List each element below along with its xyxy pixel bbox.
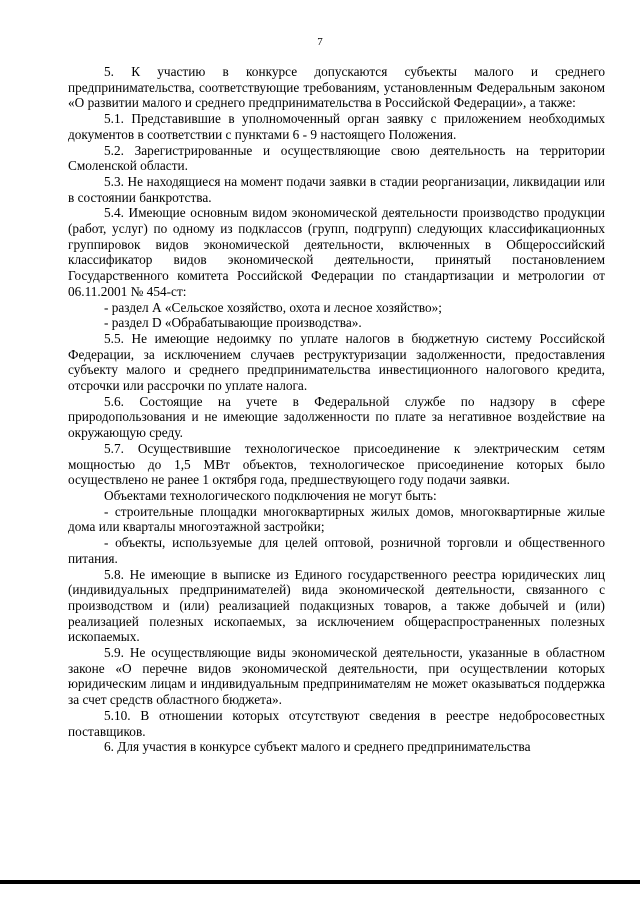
paragraph-5-5: 5.5. Не имеющие недоимку по уплате налогов в бюджетную систему Российской Федерации, за исключением случаев реструктуризации задолженности, предоставления субъекту малого и среднего предпринимательства инвестиционного налогового кредита, отсрочки или рассрочки по уплате налога. [68,330,605,394]
paragraph-5-2: 5.2. Зарегистрированные и осуществляющие свою деятельность на территории Смоленской области. [68,142,605,174]
list-item-trade-objects: - объекты, используемые для целей оптовой, розничной торговли и общественного питания. [68,535,605,566]
list-item-construction-sites: - строительные площадки многоквартирных жилых домов, многоквартирные жилые дома или кварталы многоэтажной застройки; [68,503,605,535]
paragraph-6: 6. Для участия в конкурсе субъект малого и среднего предпринимательства [104,739,531,755]
paragraph-5-1: 5.1. Представившие в уполномоченный орган заявку с приложением необходимых документов в соответствии с пунктами 6 - 9 настоящего Положения. [68,111,605,142]
paragraph-5-10: 5.10. В отношении которых отсутствуют сведения в реестре недобросовестных поставщиков. [68,707,605,739]
paragraph-5-4: 5.4. Имеющие основным видом экономической деятельности производство продукции (работ, услуг) по одному из подклассов (групп, подгрупп) следующих классификационных группировок видов экономической деятельности, включенных в Общероссийский классификатор видов экономической деятельности, принятый постановлением Государственного комитета Российской Федерации по стандартизации и метрологии от 06.11.2001 № 454-ст: [68,205,605,299]
document-body [68,64,605,755]
paragraph-5: 5. К участию в конкурсе допускаются субъекты малого и среднего предпринимательства, соответствующие требованиям, установленным Федеральным законом «О развитии малого и среднего предпринимательства в Российской Федерации», а также: [68,64,605,111]
paragraph-5-3: 5.3. Не находящиеся на момент подачи заявки в стадии реорганизации, ликвидации или в состоянии банкротства. [68,173,605,205]
paragraph-5-6: 5.6. Состоящие на учете в Федеральной службе по надзору в сфере природопользования и не имеющие задолженности по плате за негативное воздействие на окружающую среду. [68,393,605,441]
list-item-section-a: - раздел А «Сельское хозяйство, охота и лесное хозяйство»; [104,299,443,315]
bottom-rule [0,880,640,884]
paragraph-objects-intro: Объектами технологического подключения не могут быть: [104,487,437,503]
paragraph-5-8: 5.8. Не имеющие в выписке из Единого государственного реестра юридических лиц (индивидуальных предпринимателей) вида экономической деятельности, связанного с производством и (или) реализацией подакцизных товаров, а также добычей и (или) реализацией полезных ископаемых, за исключением общераспространенных полезных ископаемых. [68,566,605,645]
page-number: 7 [317,36,323,48]
paragraph-5-9: 5.9. Не осуществляющие виды экономической деятельности, указанные в областном законе «О перечне видов экономической деятельности, при осуществлении которых юридическим лицам и индивидуальным предпринимателям не может оказываться поддержка за счет средств областного бюджета». [68,645,605,708]
paragraph-5-7: 5.7. Осуществившие технологическое присоединение к электрическим сетям мощностью до 1,5 МВт объектов, технологическое присоединение которых было осуществлено не ранее 1 октября года, предшествующего году подачи заявки. [68,440,605,488]
list-item-section-d: - раздел D «Обрабатывающие производства». [104,315,362,331]
